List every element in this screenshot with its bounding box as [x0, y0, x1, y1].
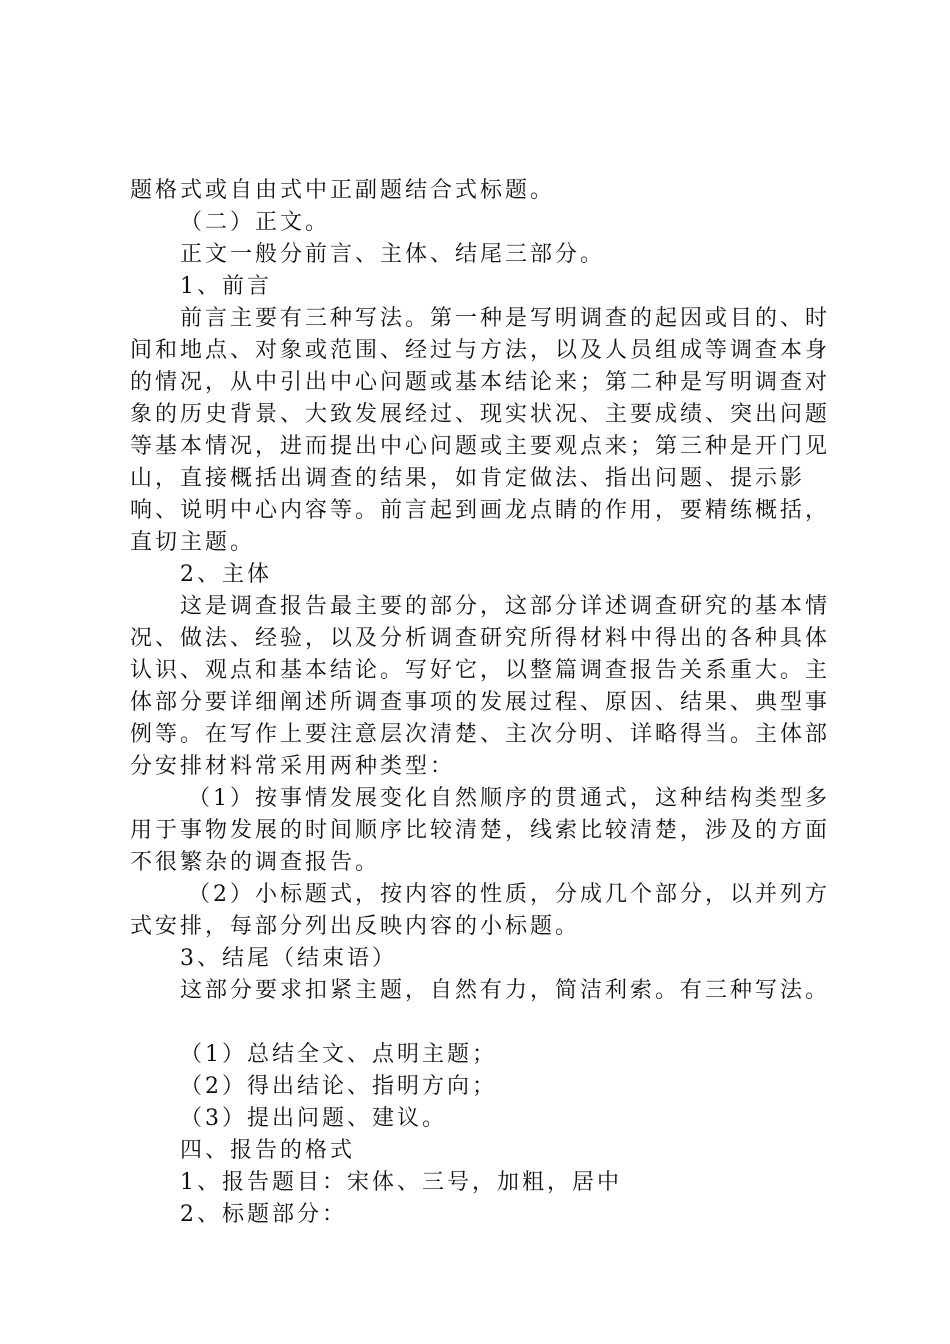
paragraph-body: 这是调查报告最主要的部分，这部分详述调查研究的基本情况、做法、经验，以及分析调查研究所得材料中得出的各种具体认识、观点和基本结论。写好它，以整篇调查报告关系重大。主体部分要详细阐述所调查事项的发展过程、原因、结果、典型事例等。在写作上要注意层次清楚、主次分明、详略得当。主体部分安排材料常采用两种类型： — [130, 594, 831, 779]
format-item-title: 1、报告题目：宋体、三号，加粗，居中 — [180, 1170, 622, 1195]
paragraph-preface: 前言主要有三种写法。第一种是写明调查的起因或目的、时间和地点、对象或范围、经过与方法，以及人员组成等调查本身的情况，从中引出中心问题或基本结论来；第二种是写明调查对象的历史背景、大致发展经过、现实状况、主要成绩、突出问题等基本情况，进而提出中心问题或主要观点来；第三种是开门见山，直接概括出调查的结果，如肯定做法、指出问题、提示影响、说明中心内容等。前言起到画龙点睛的作用，要精练概括，直切主题。 — [130, 306, 831, 555]
list-item-ending-1: （1）总结全文、点明主题； — [180, 1042, 497, 1067]
heading-main-text: （二）正文。 — [180, 210, 331, 235]
heading-report-format: 四、报告的格式 — [180, 1138, 356, 1163]
paragraph-title-continuation: 题格式或自由式中正副题结合式标题。 — [130, 178, 556, 203]
format-item-heading: 2、标题部分： — [180, 1202, 347, 1227]
list-item-ending-3: （3）提出问题、建议。 — [180, 1106, 447, 1131]
paragraph-ending: 这部分要求扣紧主题，自然有力，简洁利索。有三种写法。 — [180, 978, 831, 1003]
list-item-ending-2: （2）得出结论、指明方向； — [180, 1074, 497, 1099]
paragraph-main-text-parts: 正文一般分前言、主体、结尾三部分。 — [180, 242, 606, 267]
heading-body: 2、主体 — [180, 562, 272, 587]
blank-line — [130, 1007, 850, 1039]
list-item-body-type-1: （1）按事情发展变化自然顺序的贯通式，这种结构类型多用于事物发展的时间顺序比较清楚，线索比较清楚，涉及的方面不很繁杂的调查报告。 — [130, 786, 831, 875]
list-item-body-type-2: （2）小标题式，按内容的性质，分成几个部分，以并列方式安排，每部分列出反映内容的小标题。 — [130, 882, 830, 939]
heading-preface: 1、前言 — [180, 274, 272, 299]
heading-ending: 3、结尾（结束语） — [180, 946, 397, 971]
document-body — [130, 175, 850, 1231]
